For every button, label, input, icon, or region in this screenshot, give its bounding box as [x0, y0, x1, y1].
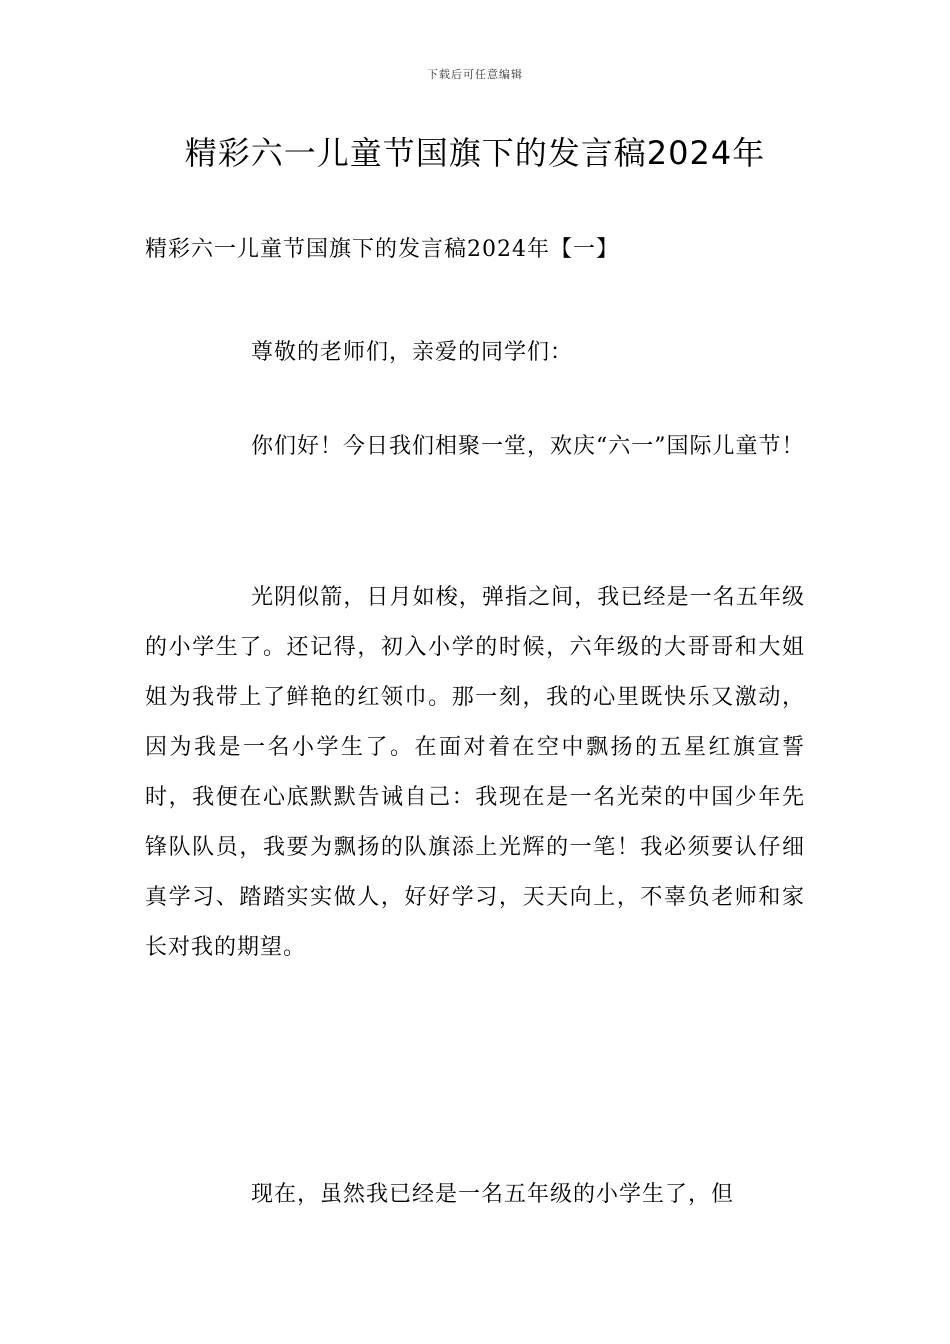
paragraph-1: 你们好！今日我们相聚一堂，欢庆“六一”国际儿童节！: [251, 434, 805, 459]
section-heading: 精彩六一儿童节国旗下的发言稿2024年【一】: [145, 237, 619, 262]
header-note: 下载后可任意编辑: [427, 68, 523, 81]
greeting-paragraph: 尊敬的老师们，亲爱的同学们：: [251, 340, 574, 365]
paragraph-3: 现在，虽然我已经是一名五年级的小学生了，但: [251, 1182, 735, 1207]
paragraph-2: 光阴似箭，日月如梭，弹指之间，我已经是一名五年级的小学生了。还记得，初入小学的时候，六年级的大哥哥和大姐姐为我带上了鲜艳的红领巾。那一刻，我的心里既快乐又激动，因为我是一名小学生了。在面对着在空中飘扬的五星红旗宣誓时，我便在心底默默告诫自己：我现在是一名光荣的中国少年先锋队队员，我要为飘扬的队旗添上光辉的一笔！我必须要认仔细真学习、踏踏实实做人，好好学习，天天向上，不辜负老师和家长对我的期望。: [145, 585, 805, 960]
document-title: 精彩六一儿童节国旗下的发言稿2024年: [184, 134, 766, 172]
